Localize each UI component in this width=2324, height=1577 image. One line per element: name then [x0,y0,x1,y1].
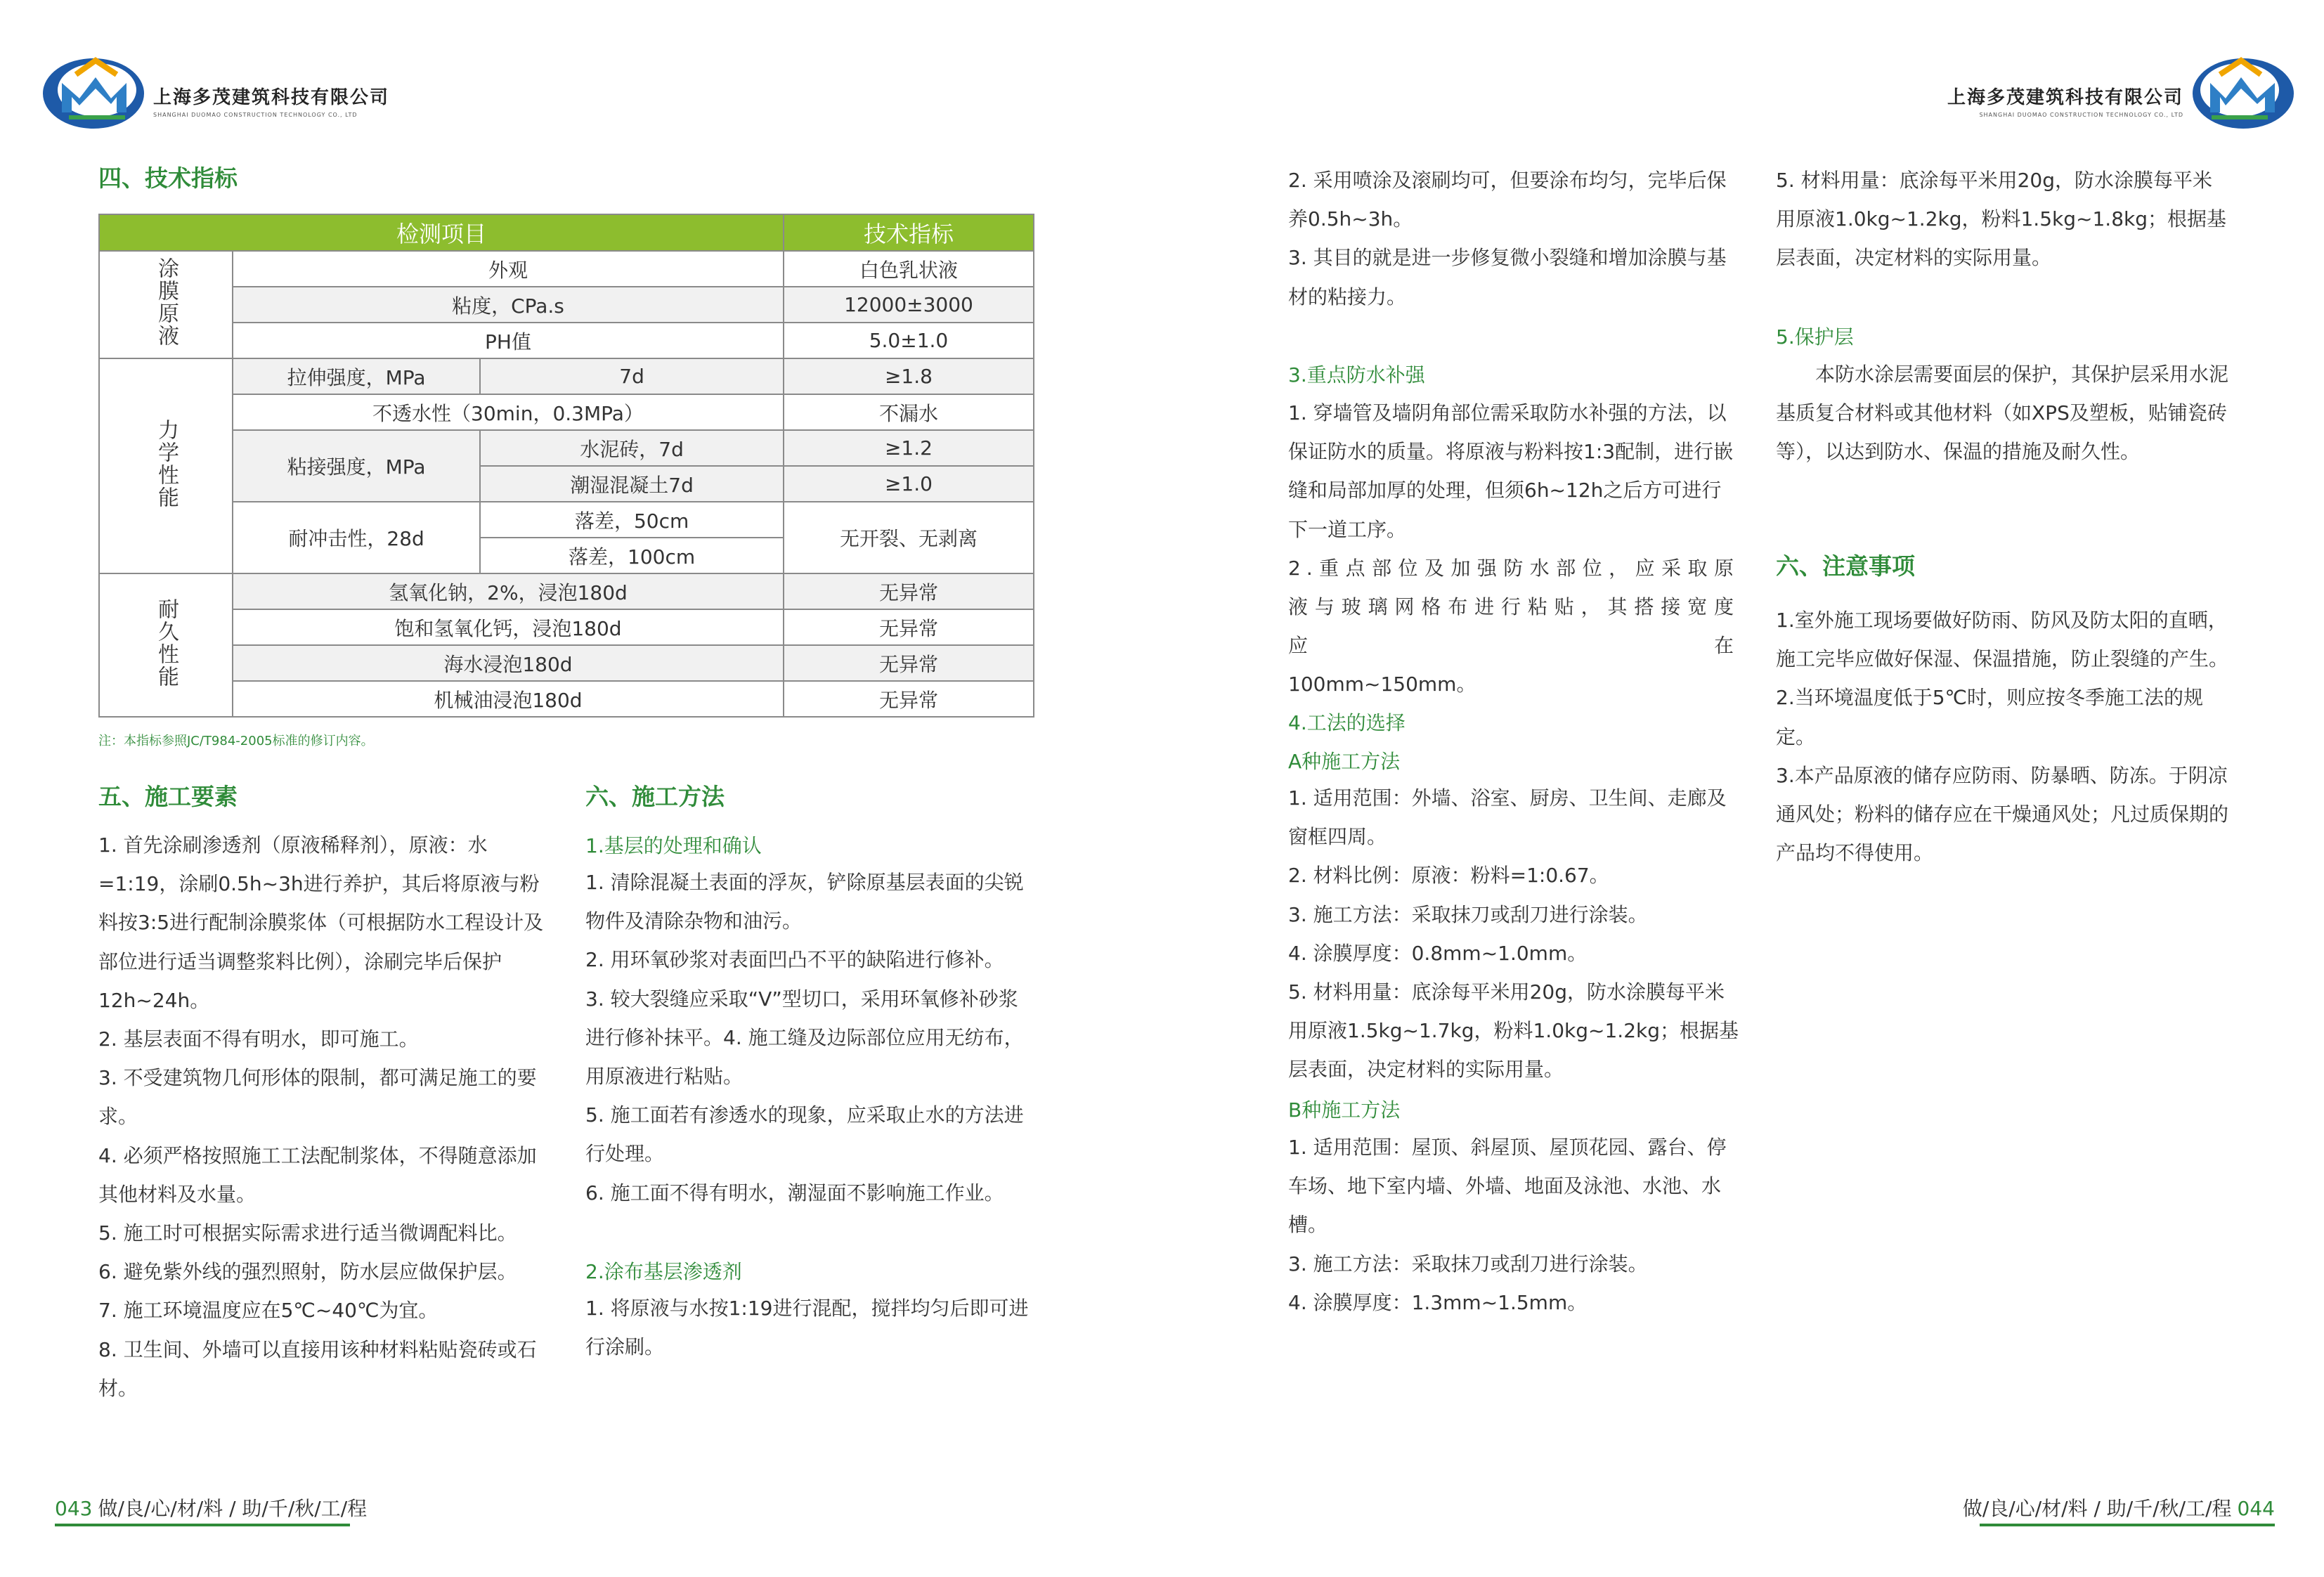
precautions-list [1776,601,2231,872]
company-name-en: SHANGHAI DUOMAO CONSTRUCTION TECHNOLOGY CO., LTD [153,112,358,118]
list-item: 2. 用环氧砂浆对表面凹凸不平的缺陷进行修补。 [585,948,1004,972]
row-label: 耐冲击性，28d [233,502,480,573]
row-value: 无异常 [784,645,1034,681]
list-item: 1. 将原液与水按1:19进行混配，搅拌均匀后即可进行涂刷。 [585,1297,1029,1359]
page-number-left: 043 [55,1497,93,1520]
construction-elements-list [98,826,550,1408]
row-label: 粘度，CPa.s [233,287,784,323]
section-title-tech-specs: 四、技术指标 [98,164,238,192]
row-label: 粘接强度，MPa [233,430,480,502]
group-label-coating: 涂膜原液 [99,251,233,358]
row-condition: 落差，50cm [480,502,784,538]
list-item: 3. 较大裂缝应采取“V”型切口，采用环氧修补砂浆进行修补抹平。4. 施工缝及边际部位应用无纺布，用原液进行粘贴。 [585,987,1024,1089]
row-label: 海水浸泡180d [233,645,784,681]
footer-rule-left [55,1524,350,1526]
list-item: 4. 必须严格按照施工工法配制浆体，不得随意添加其他材料及水量。 [98,1143,537,1206]
company-name-cn: 上海多茂建筑科技有限公司 [153,87,390,108]
row-label: 机械油浸泡180d [233,681,784,717]
table-footnote: 注：本指标参照JC/T984-2005标准的修订内容。 [98,734,374,748]
footer-slogan: 做/良/心/材/料 / 助/千/秋/工/程 [98,1497,368,1520]
subsection-title-protective-layer: 5.保护层 [1776,325,1854,349]
list-item: 3. 施工方法：采取抹刀或刮刀进行涂装。 [1288,902,1648,926]
company-name-cn: 上海多茂建筑科技有限公司 [1947,87,2183,108]
table-row [99,251,1034,287]
list-item: 4. 涂膜厚度：1.3mm~1.5mm。 [1288,1290,1588,1314]
list-item: 1. 适用范围：屋顶、斜屋顶、屋顶花园、露台、停车场、地下室内墙、外墙、地面及泳池、水池、水槽。 [1288,1136,1727,1237]
table-row [99,430,1034,466]
row-label: PH值 [233,323,784,358]
row-label: 不透水性（30min，0.3MPa） [233,394,784,430]
list-item-end: 100mm~150mm。 [1288,673,1476,696]
list-item: 8. 卫生间、外墙可以直接用该种材料粘贴瓷砖或石材。 [98,1337,537,1400]
method-a-list [1288,779,1739,1089]
row-value: ≥1.2 [784,430,1034,466]
list-item: 3. 不受建筑物几何形体的限制，都可满足施工的要求。 [98,1066,537,1129]
method-b-list [1288,1128,1739,1322]
list-item: 5. 施工时可根据实际需求进行适当微调配料比。 [98,1221,517,1245]
subsection-title-base-treatment: 1.基层的处理和确认 [585,834,762,857]
list-item: 1. 清除混凝土表面的浮灰，铲除原基层表面的尖锐物件及清除杂物和油污。 [585,871,1024,933]
subsection-title-primer: 2.涂布基层渗透剂 [585,1260,742,1283]
header-logo-right [1940,55,2296,132]
table-row [99,323,1034,358]
list-item: 5. 施工面若有渗透水的现象，应采取止水的方法进行处理。 [585,1103,1024,1166]
header-logo-left [41,55,396,132]
table-header-row [99,214,1034,251]
table-row [99,394,1034,430]
table-header-spec: 技术指标 [784,214,1034,251]
list-item: 1.室外施工现场要做好防雨、防风及防太阳的直晒，施工完毕应做好保湿、保温措施，防止裂缝的产生。 [1776,609,2229,671]
row-value: 无异常 [784,609,1034,645]
table-row [99,502,1034,538]
row-label: 氢氧化钠，2%，浸泡180d [233,573,784,609]
footer-slogan: 做/良/心/材/料 / 助/千/秋/工/程 [1962,1497,2232,1520]
row-condition: 潮湿混凝土7d [480,466,784,502]
method-b-title: B种施工方法 [1288,1098,1401,1122]
row-value: 无异常 [784,681,1034,717]
row-value: ≥1.8 [784,358,1034,394]
table-row [99,681,1034,717]
page-number-right: 044 [2237,1497,2275,1520]
primer-list [585,1289,1037,1366]
row-condition: 7d [480,358,784,394]
primer-list-continued [1288,161,1739,316]
roof-m-logo-icon [41,55,146,132]
base-treatment-list [585,863,1037,1212]
group-label-durability: 耐久性能 [99,573,233,717]
row-value: 不漏水 [784,394,1034,430]
table-row [99,645,1034,681]
list-item: 5. 材料用量：底涂每平米用20g，防水涂膜每平米用原液1.5kg~1.7kg，粉料1.0kg~1.2kg；根据基层表面，决定材料的实际用量。 [1288,980,1739,1082]
list-item: 6. 避免紫外线的强烈照射，防水层应做保护层。 [98,1260,517,1284]
list-item: 1. 适用范围：外墙、浴室、厨房、卫生间、走廊及窗框四周。 [1288,786,1727,849]
subsection-title-method-selection: 4.工法的选择 [1288,711,1406,734]
list-item: 3.本产品原液的储存应防雨、防暴晒、防冻。于阴凉通风处；粉料的储存应在干燥通风处；凡过质保期的产品均不得使用。 [1776,763,2229,865]
row-value: 白色乳状液 [784,251,1034,287]
table-row [99,573,1034,609]
row-label: 饱和氢氧化钙，浸泡180d [233,609,784,645]
group-label-mechanical: 力学性能 [99,358,233,573]
section-title-precautions: 六、注意事项 [1776,552,1915,580]
row-value: 无异常 [784,573,1034,609]
row-value: 无开裂、无剥离 [784,502,1034,573]
list-item: 3. 施工方法：采取抹刀或刮刀进行涂装。 [1288,1252,1648,1276]
list-item: 6. 施工面不得有明水，潮湿面不影响施工作业。 [585,1181,1004,1205]
row-value: 5.0±1.0 [784,323,1034,358]
list-item: 4. 涂膜厚度：0.8mm~1.0mm。 [1288,941,1588,965]
row-label: 拉伸强度，MPa [233,358,480,394]
list-item: 2. 采用喷涂及滚刷均可，但要涂布均匀，完毕后保养0.5h~3h。 [1288,169,1727,231]
list-item: 2.当环境温度低于5℃时，则应按冬季施工法的规定。 [1776,686,2203,748]
method-a-title: A种施工方法 [1288,750,1401,773]
list-item: 3. 其目的就是进一步修复微小裂缝和增加涂膜与基材的粘接力。 [1288,246,1727,309]
list-item: 7. 施工环境温度应在5℃~40℃为宜。 [98,1299,439,1323]
footer-left [55,1493,367,1521]
list-item: 1. 首先涂刷渗透剂（原液稀释剂），原液：水=1:19，涂刷0.5h~3h进行养护，其后将原液与粉料按3:5进行配制涂膜浆体（可根据防水工程设计及部位进行适当调整浆料比例），涂刷完毕后保护12h~24h。 [98,833,544,1012]
subsection-title-reinforcement: 3.重点防水补强 [1288,363,1425,387]
row-value: ≥1.0 [784,466,1034,502]
list-item: 2. 材料比例：原液：粉料=1:0.67。 [1288,864,1609,888]
tech-spec-table [98,214,1034,718]
section-title-construction-method: 六、施工方法 [585,783,725,810]
row-label: 外观 [233,251,784,287]
list-item: 5. 材料用量：底涂每平米用20g，防水涂膜每平米用原液1.0kg~1.2kg，粉料1.5kg~1.8kg；根据基层表面，决定材料的实际用量。 [1776,169,2226,270]
footer-rule-right [1980,1524,2275,1526]
company-name-en: SHANGHAI DUOMAO CONSTRUCTION TECHNOLOGY CO., LTD [1979,112,2183,118]
method-b-list-continued [1776,161,2231,278]
section-title-construction-elements: 五、施工要素 [98,783,238,810]
table-row [99,287,1034,323]
roof-m-logo-icon [2190,55,2296,132]
list-item: 2. 基层表面不得有明水，即可施工。 [98,1027,419,1051]
row-value: 12000±3000 [784,287,1034,323]
list-item: 1. 穿墙管及墙阴角部位需采取防水补强的方法，以保证防水的质量。将原液与粉料按1:3配制，进行嵌缝和局部加厚的处理，但须6h~12h之后方可进行下一道工序。 [1288,401,1734,541]
table-row [99,609,1034,645]
table-header-item: 检测项目 [99,214,784,251]
row-condition: 水泥砖，7d [480,430,784,466]
reinforcement-list [1288,394,1739,704]
paragraph: 本防水涂层需要面层的保护，其保护层采用水泥基质复合材料或其他材料（如XPS及塑板，贴铺瓷砖等），以达到防水、保温的措施及耐久性。 [1776,363,2229,464]
protective-layer-text [1776,355,2231,472]
table-row [99,358,1034,394]
row-condition: 落差，100cm [480,538,784,573]
list-item: 2.重点部位及加强防水部位，应采取原液与玻璃网格布进行粘贴，其搭接宽度应在 [1288,556,1739,658]
footer-right [1963,1493,2275,1521]
